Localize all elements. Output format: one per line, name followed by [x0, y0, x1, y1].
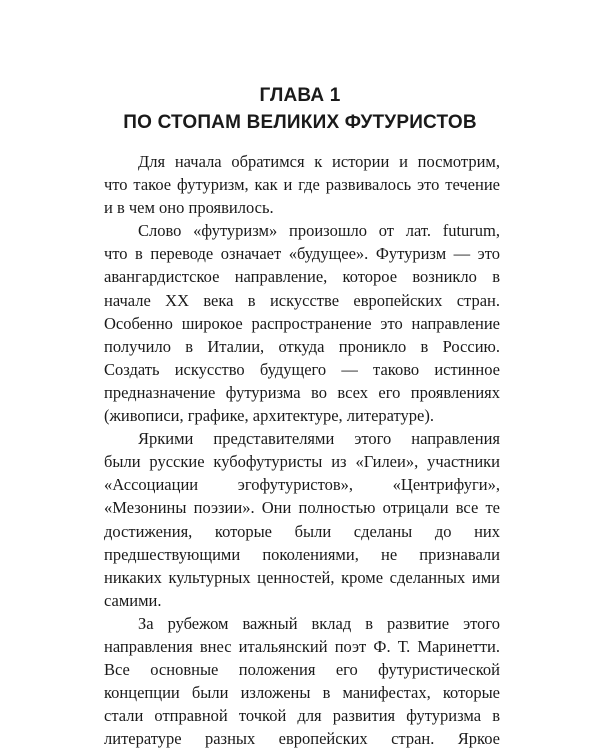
paragraph [104, 612, 500, 750]
text-line: Яркими представителями этого направления [138, 429, 500, 449]
text-line: авангардистское направление, которое возникло в [104, 267, 500, 287]
text-line: никаких культурных ценностей, кроме сделанных ими [104, 567, 500, 587]
text-line: стали отправной точкой для развития футуризма в [104, 706, 500, 726]
text-line: самими. [104, 590, 162, 610]
text-line: литературе разных европейских стран. Яркое [104, 729, 500, 749]
text-line: направления внес итальянский поэт Ф. Т. Маринетти. [104, 636, 500, 656]
text-line: За рубежом важный вклад в развитие этого [138, 613, 500, 633]
text-line: Особенно широкое распространение это направление [104, 313, 500, 333]
chapter-number: ГЛАВА 1 [259, 85, 341, 106]
paragraph [104, 150, 500, 219]
text-line: и в чем оно проявилось. [104, 198, 274, 218]
text-line: концепции были изложены в манифестах, которые [104, 683, 500, 703]
text-line: Все основные положения его футуристической [104, 660, 500, 680]
text-line: (живописи, графике, архитектуре, литературе). [104, 406, 434, 426]
paragraph [104, 219, 500, 427]
text-line: получило в Италии, откуда проникло в Россию. [104, 336, 500, 356]
text-line: «Мезонины поэзии». Они полностью отрицали все те [104, 498, 500, 518]
text-line: начале XX века в искусстве европейских стран. [104, 290, 500, 310]
chapter-body [104, 150, 500, 750]
paragraph [104, 427, 500, 612]
text-line: предшествующими поколениями, не признавали [104, 544, 500, 564]
text-line: были русские кубофутуристы из «Гилеи», участники [104, 452, 500, 472]
chapter-title: ПО СТОПАМ ВЕЛИКИХ ФУТУРИСТОВ [123, 112, 477, 133]
text-line: что такое футуризм, как и где развивалось это течение [104, 175, 500, 195]
text-line: предназначение футуризма во всех его проявлениях [104, 382, 500, 402]
text-line: «Ассоциации эгофутуристов», «Центрифуги», [104, 475, 500, 495]
text-line: Создать искусство будущего — таково истинное [104, 359, 500, 379]
text-line: что в переводе означает «будущее». Футуризм — это [104, 244, 500, 264]
text-line: Слово «футуризм» произошло от лат. futurum, [138, 221, 500, 241]
text-line: достижения, которые были сделаны до них [104, 521, 500, 541]
text-line: Для начала обратимся к истории и посмотрим, [138, 152, 500, 171]
chapter-heading [0, 82, 600, 136]
